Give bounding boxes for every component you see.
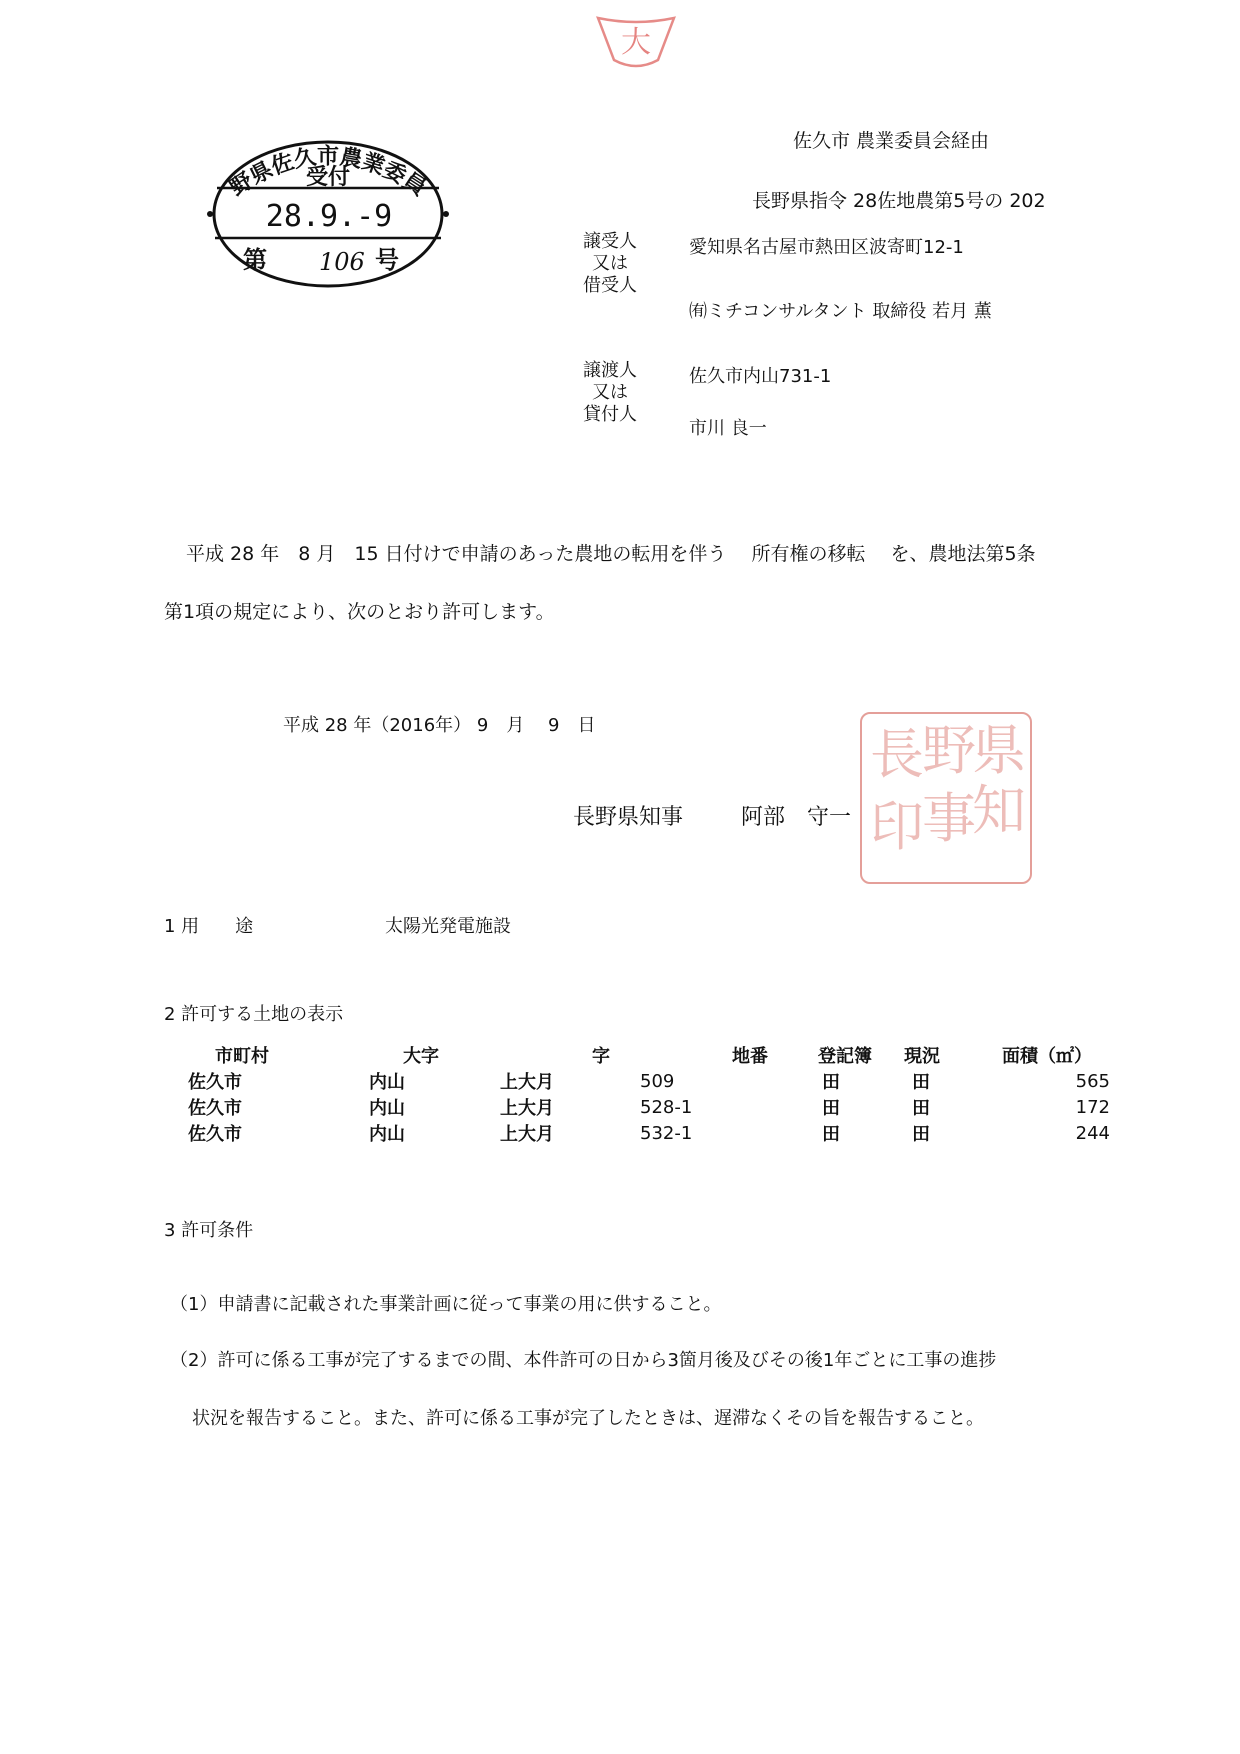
body-line-1: 平成 28 年 8 月 15 日付けで申請のあった農地の転用を伴う 所有権の移転 を、農地法第5条 (186, 543, 1036, 565)
seal-char: 県 (972, 719, 1026, 782)
cell-registry: 田 (822, 1098, 840, 1119)
section3-heading: 3 許可条件 (164, 1220, 254, 1241)
table-header-row (180, 1042, 1110, 1068)
column-header: 市町村 (215, 1046, 269, 1067)
column-header: 登記簿 (818, 1046, 872, 1067)
transferor-label: 譲渡人 又は 貸付人 (583, 360, 637, 425)
stamp-number: 106 (319, 248, 365, 276)
column-header: 面積（㎡） (1002, 1046, 1092, 1067)
cell-registry: 田 (822, 1124, 840, 1145)
column-header: 地番 (732, 1046, 768, 1067)
table-row (180, 1120, 1110, 1146)
transferor-address: 佐久市内山731-1 (689, 366, 832, 387)
column-header: 字 (592, 1046, 610, 1067)
issue-date: 平成 28 年（2016年） 9 月 9 日 (283, 715, 596, 736)
cell-area: 565 (1075, 1070, 1110, 1092)
cell-oaza: 内山 (369, 1124, 405, 1145)
stamp-go: 号 (375, 246, 399, 274)
cell-lot: 528-1 (640, 1096, 693, 1118)
condition-1: （1）申請書に記載された事業計画に従って事業の用に供すること。 (170, 1294, 722, 1315)
directive-number: 長野県指令 28佐地農第5号の 202 (752, 190, 1046, 212)
cell-oaza: 内山 (369, 1098, 405, 1119)
section1-value: 太陽光発電施設 (385, 916, 511, 937)
cell-municipality: 佐久市 (188, 1098, 242, 1119)
seal-char: 野 (922, 719, 976, 782)
column-header: 大字 (403, 1046, 439, 1067)
top-seal-text: 大 (621, 25, 651, 60)
cell-area: 172 (1075, 1096, 1110, 1118)
cell-current: 田 (912, 1098, 930, 1119)
stamp-dai: 第 (243, 246, 267, 274)
cell-municipality: 佐久市 (188, 1124, 242, 1145)
stamp-label: 受付 (305, 165, 351, 190)
stamp-org: 野県佐久市農業委員 (225, 144, 431, 202)
transferee-label: 譲受人 又は 借受人 (583, 231, 637, 296)
cell-lot: 509 (640, 1070, 675, 1092)
table-row (180, 1094, 1110, 1120)
via-committee: 佐久市 農業委員会経由 (793, 130, 990, 152)
section2-heading: 2 許可する土地の表示 (164, 1004, 344, 1025)
cell-area: 244 (1075, 1122, 1110, 1144)
condition-2-line-2: 状況を報告すること。また、許可に係る工事が完了したときは、遅滞なくその旨を報告すること。 (192, 1408, 984, 1429)
governor-title: 長野県知事 (573, 805, 684, 830)
condition-2-line-1: （2）許可に係る工事が完了するまでの間、本件許可の日から3箇月後及びその後1年ごとに工事の進捗 (170, 1350, 997, 1371)
reception-stamp (207, 136, 449, 291)
land-table (180, 1042, 1110, 1146)
seal-char: 長 (870, 723, 924, 786)
cell-registry: 田 (822, 1072, 840, 1093)
column-header: 現況 (904, 1046, 940, 1067)
seal-char: 知 (972, 779, 1026, 842)
table-row (180, 1068, 1110, 1094)
transferee-name: ㈲ミチコンサルタント 取締役 若月 薫 (689, 301, 992, 322)
seal-char: 印 (870, 795, 924, 858)
governor-seal (860, 712, 1032, 884)
cell-aza: 上大月 (500, 1072, 554, 1093)
stamp-date: 28.9.-9 (265, 199, 393, 234)
transferor-name: 市川 良一 (689, 418, 767, 439)
governor-name: 阿部 守一 (741, 805, 852, 830)
cell-aza: 上大月 (500, 1098, 554, 1119)
cell-current: 田 (912, 1124, 930, 1145)
seal-char: 事 (922, 787, 976, 850)
cell-current: 田 (912, 1072, 930, 1093)
top-red-seal (592, 14, 680, 72)
cell-lot: 532-1 (640, 1122, 693, 1144)
cell-oaza: 内山 (369, 1072, 405, 1093)
transferee-address: 愛知県名古屋市熱田区波寄町12-1 (689, 237, 964, 258)
body-line-2: 第1項の規定により、次のとおり許可します。 (164, 601, 555, 623)
cell-municipality: 佐久市 (188, 1072, 242, 1093)
cell-aza: 上大月 (500, 1124, 554, 1145)
section1-heading: 1 用 途 (164, 916, 254, 937)
